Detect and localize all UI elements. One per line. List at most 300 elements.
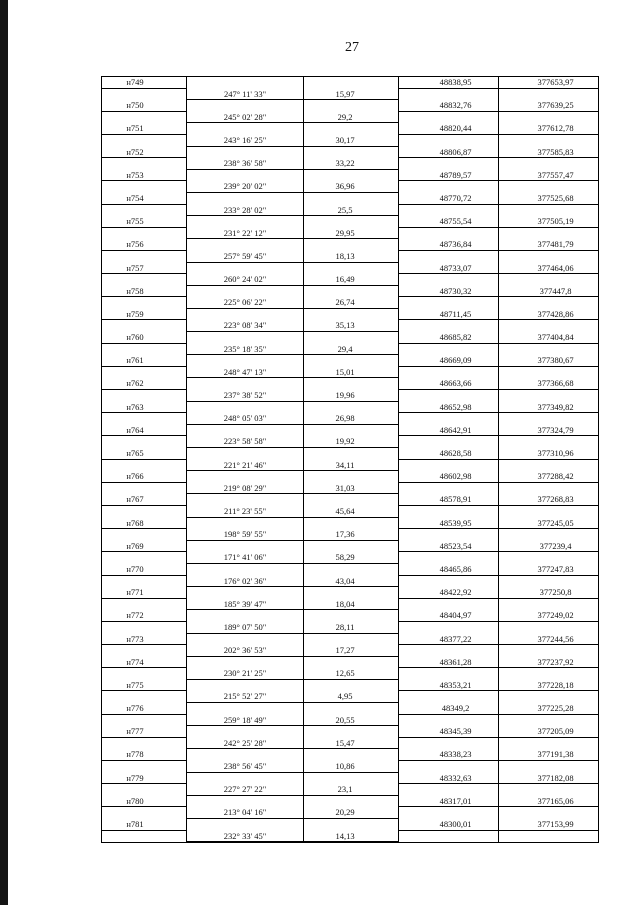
- coord-x-cell: 48361,28: [399, 657, 499, 669]
- empty-cell: [399, 668, 499, 680]
- coord-x-cell: 48730,32: [399, 286, 499, 298]
- point-name-cell: н768: [102, 518, 187, 530]
- empty-cell: [187, 239, 304, 251]
- coord-x-cell: 48628,58: [399, 448, 499, 460]
- empty-cell: [499, 158, 598, 170]
- distance-cell: 14,13: [304, 831, 399, 843]
- coord-y-cell: 377153,99: [499, 819, 598, 831]
- coord-y-cell: 377653,97: [499, 77, 598, 89]
- empty-cell: [399, 761, 499, 773]
- empty-cell: [102, 622, 187, 634]
- coord-y-cell: 377505,19: [499, 216, 598, 228]
- empty-cell: [102, 738, 187, 750]
- point-name-cell: н758: [102, 286, 187, 298]
- distance-cell: 35,13: [304, 320, 399, 332]
- coord-y-cell: 377380,67: [499, 355, 598, 367]
- empty-cell: [304, 796, 399, 808]
- empty-cell: [102, 668, 187, 680]
- direction-angle-cell: 238° 56' 45": [187, 761, 304, 773]
- coord-x-cell: 48349,2: [399, 703, 499, 715]
- point-name-cell: н775: [102, 680, 187, 692]
- coord-x-cell: 48578,91: [399, 494, 499, 506]
- point-name-cell: н781: [102, 819, 187, 831]
- coord-x-cell: 48733,07: [399, 263, 499, 275]
- coord-x-cell: 48353,21: [399, 680, 499, 692]
- distance-cell: 25,5: [304, 205, 399, 217]
- empty-cell: [187, 564, 304, 576]
- direction-angle-cell: 198° 59' 55": [187, 529, 304, 541]
- empty-cell: [499, 460, 598, 472]
- empty-cell: [399, 715, 499, 727]
- distance-cell: 29,95: [304, 228, 399, 240]
- empty-cell: [102, 483, 187, 495]
- empty-cell: [399, 599, 499, 611]
- direction-angle-cell: 238° 36' 58": [187, 158, 304, 170]
- coord-y-cell: 377250,8: [499, 587, 598, 599]
- empty-cell: [499, 251, 598, 263]
- distance-cell: 29,2: [304, 112, 399, 124]
- coord-y-cell: 377288,42: [499, 471, 598, 483]
- empty-cell: [187, 170, 304, 182]
- empty-cell: [102, 112, 187, 124]
- coord-x-cell: 48345,39: [399, 726, 499, 738]
- empty-cell: [304, 494, 399, 506]
- empty-cell: [187, 100, 304, 112]
- distance-cell: 19,92: [304, 436, 399, 448]
- point-name-cell: н753: [102, 170, 187, 182]
- empty-cell: [187, 587, 304, 599]
- coord-y-cell: 377228,18: [499, 680, 598, 692]
- empty-cell: [399, 622, 499, 634]
- empty-cell: [304, 193, 399, 205]
- empty-cell: [399, 89, 499, 101]
- point-name-cell: н766: [102, 471, 187, 483]
- distance-cell: 10,86: [304, 761, 399, 773]
- distance-cell: 20,29: [304, 807, 399, 819]
- coord-x-cell: 48602,98: [399, 471, 499, 483]
- direction-angle-cell: 219° 08' 29": [187, 483, 304, 495]
- empty-cell: [102, 599, 187, 611]
- direction-angle-cell: 221° 21' 46": [187, 460, 304, 472]
- empty-cell: [187, 425, 304, 437]
- empty-cell: [304, 726, 399, 738]
- empty-cell: [399, 552, 499, 564]
- direction-angle-cell: 202° 36' 53": [187, 645, 304, 657]
- point-name-cell: н770: [102, 564, 187, 576]
- empty-cell: [304, 239, 399, 251]
- empty-cell: [399, 807, 499, 819]
- empty-cell: [304, 170, 399, 182]
- empty-cell: [102, 89, 187, 101]
- empty-cell: [399, 297, 499, 309]
- coord-x-cell: 48838,95: [399, 77, 499, 89]
- direction-angle-cell: 257° 59' 45": [187, 251, 304, 263]
- empty-cell: [399, 483, 499, 495]
- empty-cell: [499, 831, 598, 843]
- empty-cell: [399, 112, 499, 124]
- distance-cell: 29,4: [304, 344, 399, 356]
- distance-cell: 15,97: [304, 89, 399, 101]
- empty-cell: [187, 448, 304, 460]
- empty-cell: [304, 773, 399, 785]
- coord-x-cell: 48669,09: [399, 355, 499, 367]
- empty-cell: [304, 216, 399, 228]
- direction-angle-cell: 225° 06' 22": [187, 297, 304, 309]
- empty-cell: [187, 378, 304, 390]
- empty-cell: [304, 564, 399, 576]
- empty-cell: [304, 703, 399, 715]
- coord-x-cell: 48539,95: [399, 518, 499, 530]
- empty-cell: [304, 309, 399, 321]
- point-name-cell: н751: [102, 123, 187, 135]
- empty-cell: [499, 807, 598, 819]
- coord-x-cell: 48711,45: [399, 309, 499, 321]
- empty-cell: [399, 390, 499, 402]
- distance-cell: 34,11: [304, 460, 399, 472]
- empty-cell: [187, 796, 304, 808]
- empty-cell: [399, 576, 499, 588]
- distance-cell: 17,27: [304, 645, 399, 657]
- empty-cell: [102, 506, 187, 518]
- coord-x-cell: 48465,86: [399, 564, 499, 576]
- direction-angle-cell: 235° 18' 35": [187, 344, 304, 356]
- empty-cell: [187, 541, 304, 553]
- distance-cell: 15,01: [304, 367, 399, 379]
- direction-angle-cell: 248° 47' 13": [187, 367, 304, 379]
- point-name-cell: н774: [102, 657, 187, 669]
- empty-cell: [499, 89, 598, 101]
- point-name-cell: н749: [102, 77, 187, 89]
- coord-y-cell: 377404,84: [499, 332, 598, 344]
- empty-cell: [187, 286, 304, 298]
- empty-cell: [499, 320, 598, 332]
- empty-cell: [499, 483, 598, 495]
- empty-cell: [499, 413, 598, 425]
- coord-y-cell: 377324,79: [499, 425, 598, 437]
- empty-cell: [499, 390, 598, 402]
- empty-cell: [399, 344, 499, 356]
- empty-cell: [399, 135, 499, 147]
- empty-cell: [102, 274, 187, 286]
- point-name-cell: н752: [102, 147, 187, 159]
- point-name-cell: н750: [102, 100, 187, 112]
- coord-x-cell: 48422,92: [399, 587, 499, 599]
- empty-cell: [187, 703, 304, 715]
- direction-angle-cell: 189° 07' 50": [187, 622, 304, 634]
- boundary-coordinates-table: [101, 76, 599, 843]
- direction-angle-cell: 242° 25' 28": [187, 738, 304, 750]
- empty-cell: [304, 749, 399, 761]
- empty-cell: [187, 216, 304, 228]
- distance-cell: 26,74: [304, 297, 399, 309]
- distance-cell: 45,64: [304, 506, 399, 518]
- coord-y-cell: 377557,47: [499, 170, 598, 182]
- empty-cell: [399, 274, 499, 286]
- empty-cell: [399, 460, 499, 472]
- empty-cell: [187, 77, 304, 89]
- empty-cell: [399, 367, 499, 379]
- empty-cell: [499, 274, 598, 286]
- empty-cell: [304, 680, 399, 692]
- empty-cell: [499, 622, 598, 634]
- empty-cell: [102, 784, 187, 796]
- coord-y-cell: 377244,56: [499, 634, 598, 646]
- point-name-cell: н765: [102, 448, 187, 460]
- distance-cell: 31,03: [304, 483, 399, 495]
- empty-cell: [102, 645, 187, 657]
- empty-cell: [187, 193, 304, 205]
- empty-cell: [102, 576, 187, 588]
- empty-cell: [102, 390, 187, 402]
- point-name-cell: н763: [102, 402, 187, 414]
- coord-x-cell: 48755,54: [399, 216, 499, 228]
- point-name-cell: н757: [102, 263, 187, 275]
- empty-cell: [102, 715, 187, 727]
- empty-cell: [499, 367, 598, 379]
- direction-angle-cell: 223° 58' 58": [187, 436, 304, 448]
- coord-y-cell: 377428,86: [499, 309, 598, 321]
- coord-x-cell: 48789,57: [399, 170, 499, 182]
- empty-cell: [102, 251, 187, 263]
- direction-angle-cell: 245° 02' 28": [187, 112, 304, 124]
- empty-cell: [187, 657, 304, 669]
- empty-cell: [304, 147, 399, 159]
- empty-cell: [399, 784, 499, 796]
- empty-cell: [304, 657, 399, 669]
- direction-angle-cell: 232° 33' 45": [187, 831, 304, 843]
- empty-cell: [399, 251, 499, 263]
- coord-y-cell: 377464,06: [499, 263, 598, 275]
- empty-cell: [304, 610, 399, 622]
- empty-cell: [399, 738, 499, 750]
- direction-angle-cell: 239° 20' 02": [187, 181, 304, 193]
- direction-angle-cell: 227° 27' 22": [187, 784, 304, 796]
- empty-cell: [499, 135, 598, 147]
- empty-cell: [499, 715, 598, 727]
- direction-angle-cell: 176° 02' 36": [187, 576, 304, 588]
- coord-y-cell: 377247,83: [499, 564, 598, 576]
- empty-cell: [304, 332, 399, 344]
- empty-cell: [304, 587, 399, 599]
- distance-cell: 58,29: [304, 552, 399, 564]
- coord-y-cell: 377366,68: [499, 378, 598, 390]
- direction-angle-cell: 185° 39' 47": [187, 599, 304, 611]
- point-name-cell: н759: [102, 309, 187, 321]
- coord-y-cell: 377165,06: [499, 796, 598, 808]
- coord-y-cell: 377585,83: [499, 147, 598, 159]
- empty-cell: [499, 784, 598, 796]
- coord-y-cell: 377191,38: [499, 749, 598, 761]
- empty-cell: [304, 634, 399, 646]
- empty-cell: [102, 691, 187, 703]
- coord-y-cell: 377239,4: [499, 541, 598, 553]
- distance-cell: 43,04: [304, 576, 399, 588]
- coord-x-cell: 48404,97: [399, 610, 499, 622]
- direction-angle-cell: 215° 52' 27": [187, 691, 304, 703]
- coord-y-cell: 377245,05: [499, 518, 598, 530]
- point-name-cell: н754: [102, 193, 187, 205]
- direction-angle-cell: 171° 41' 06": [187, 552, 304, 564]
- empty-cell: [399, 691, 499, 703]
- empty-cell: [304, 123, 399, 135]
- empty-cell: [102, 205, 187, 217]
- coord-y-cell: 377310,96: [499, 448, 598, 460]
- empty-cell: [187, 610, 304, 622]
- distance-cell: 16,49: [304, 274, 399, 286]
- point-name-cell: н773: [102, 634, 187, 646]
- coord-y-cell: 377268,83: [499, 494, 598, 506]
- empty-cell: [187, 773, 304, 785]
- empty-cell: [102, 320, 187, 332]
- empty-cell: [304, 77, 399, 89]
- empty-cell: [187, 263, 304, 275]
- direction-angle-cell: 231° 22' 12": [187, 228, 304, 240]
- empty-cell: [102, 181, 187, 193]
- coord-y-cell: 377237,92: [499, 657, 598, 669]
- coord-x-cell: 48332,63: [399, 773, 499, 785]
- point-name-cell: н778: [102, 749, 187, 761]
- coord-y-cell: 377612,78: [499, 123, 598, 135]
- coord-x-cell: 48806,87: [399, 147, 499, 159]
- empty-cell: [102, 436, 187, 448]
- coord-x-cell: 48832,76: [399, 100, 499, 112]
- empty-cell: [187, 726, 304, 738]
- distance-cell: 20,55: [304, 715, 399, 727]
- coord-y-cell: 377481,79: [499, 239, 598, 251]
- point-name-cell: н756: [102, 239, 187, 251]
- coord-y-cell: 377182,08: [499, 773, 598, 785]
- distance-cell: 12,65: [304, 668, 399, 680]
- empty-cell: [499, 576, 598, 588]
- empty-cell: [187, 123, 304, 135]
- empty-cell: [102, 228, 187, 240]
- empty-cell: [499, 344, 598, 356]
- distance-cell: 17,36: [304, 529, 399, 541]
- coord-y-cell: 377447,8: [499, 286, 598, 298]
- empty-cell: [187, 634, 304, 646]
- direction-angle-cell: 223° 08' 34": [187, 320, 304, 332]
- empty-cell: [102, 158, 187, 170]
- point-name-cell: н762: [102, 378, 187, 390]
- coord-x-cell: 48736,84: [399, 239, 499, 251]
- direction-angle-cell: 233° 28' 02": [187, 205, 304, 217]
- empty-cell: [187, 355, 304, 367]
- empty-cell: [399, 205, 499, 217]
- point-name-cell: н764: [102, 425, 187, 437]
- coord-y-cell: 377525,68: [499, 193, 598, 205]
- empty-cell: [304, 448, 399, 460]
- point-name-cell: н760: [102, 332, 187, 344]
- direction-angle-cell: 243° 16' 25": [187, 135, 304, 147]
- distance-cell: 33,22: [304, 158, 399, 170]
- direction-angle-cell: 237° 38' 52": [187, 390, 304, 402]
- coord-y-cell: 377225,28: [499, 703, 598, 715]
- distance-cell: 18,13: [304, 251, 399, 263]
- empty-cell: [187, 749, 304, 761]
- direction-angle-cell: 248° 05' 03": [187, 413, 304, 425]
- empty-cell: [399, 831, 499, 843]
- empty-cell: [499, 436, 598, 448]
- empty-cell: [304, 541, 399, 553]
- distance-cell: 28,11: [304, 622, 399, 634]
- distance-cell: 15,47: [304, 738, 399, 750]
- distance-cell: 19,96: [304, 390, 399, 402]
- direction-angle-cell: 259° 18' 49": [187, 715, 304, 727]
- point-name-cell: н769: [102, 541, 187, 553]
- empty-cell: [499, 668, 598, 680]
- coord-x-cell: 48642,91: [399, 425, 499, 437]
- coord-x-cell: 48820,44: [399, 123, 499, 135]
- coord-y-cell: 377349,82: [499, 402, 598, 414]
- empty-cell: [102, 529, 187, 541]
- distance-cell: 36,96: [304, 181, 399, 193]
- empty-cell: [499, 552, 598, 564]
- empty-cell: [499, 181, 598, 193]
- point-name-cell: н761: [102, 355, 187, 367]
- coord-x-cell: 48523,54: [399, 541, 499, 553]
- direction-angle-cell: 211° 23' 55": [187, 506, 304, 518]
- empty-cell: [499, 297, 598, 309]
- point-name-cell: н776: [102, 703, 187, 715]
- empty-cell: [304, 378, 399, 390]
- distance-cell: 4,95: [304, 691, 399, 703]
- empty-cell: [399, 645, 499, 657]
- empty-cell: [499, 691, 598, 703]
- empty-cell: [187, 332, 304, 344]
- empty-cell: [399, 506, 499, 518]
- empty-cell: [304, 286, 399, 298]
- empty-cell: [102, 413, 187, 425]
- point-name-cell: н772: [102, 610, 187, 622]
- distance-cell: 18,04: [304, 599, 399, 611]
- empty-cell: [399, 436, 499, 448]
- page-number: 27: [345, 40, 359, 55]
- empty-cell: [499, 112, 598, 124]
- coord-x-cell: 48663,66: [399, 378, 499, 390]
- empty-cell: [102, 552, 187, 564]
- scan-edge-shadow: [0, 0, 8, 905]
- empty-cell: [499, 738, 598, 750]
- empty-cell: [187, 471, 304, 483]
- empty-cell: [187, 309, 304, 321]
- empty-cell: [399, 320, 499, 332]
- empty-cell: [187, 518, 304, 530]
- empty-cell: [187, 402, 304, 414]
- empty-cell: [399, 529, 499, 541]
- point-name-cell: н755: [102, 216, 187, 228]
- empty-cell: [399, 228, 499, 240]
- direction-angle-cell: 230° 21' 25": [187, 668, 304, 680]
- coord-x-cell: 48377,22: [399, 634, 499, 646]
- empty-cell: [102, 831, 187, 843]
- empty-cell: [499, 761, 598, 773]
- direction-angle-cell: 247° 11' 33": [187, 89, 304, 101]
- empty-cell: [187, 147, 304, 159]
- empty-cell: [102, 135, 187, 147]
- empty-cell: [187, 819, 304, 831]
- coord-x-cell: 48300,01: [399, 819, 499, 831]
- distance-cell: 26,98: [304, 413, 399, 425]
- empty-cell: [499, 506, 598, 518]
- empty-cell: [499, 205, 598, 217]
- distance-cell: 23,1: [304, 784, 399, 796]
- empty-cell: [499, 645, 598, 657]
- empty-cell: [304, 402, 399, 414]
- empty-cell: [399, 181, 499, 193]
- point-name-cell: н777: [102, 726, 187, 738]
- empty-cell: [304, 819, 399, 831]
- coord-y-cell: 377249,02: [499, 610, 598, 622]
